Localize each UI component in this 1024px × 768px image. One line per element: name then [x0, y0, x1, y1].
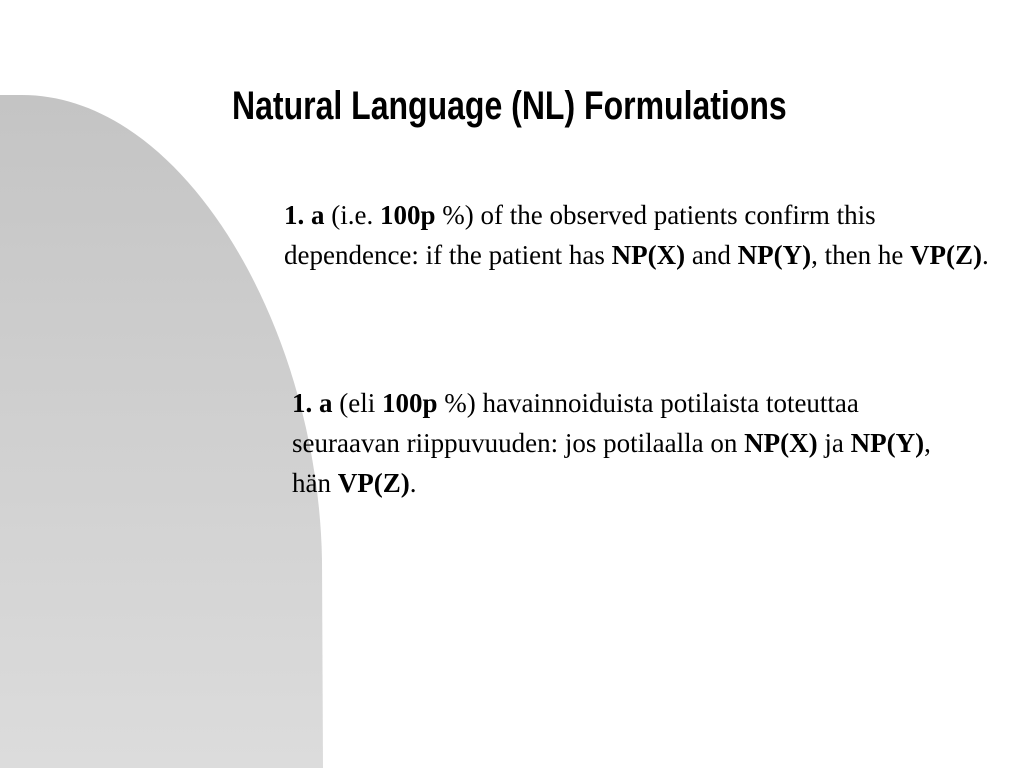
text-segment: and — [685, 240, 738, 270]
text-segment: (i.e. — [324, 200, 380, 230]
arc-fill — [0, 95, 323, 768]
vp-z-term: VP(Z) — [910, 240, 983, 270]
text-segment: . — [982, 240, 989, 270]
percent-value: 100p — [379, 200, 436, 230]
text-segment: . — [409, 468, 417, 498]
item-number: 1. a — [284, 200, 325, 230]
english-formulation — [284, 195, 1004, 275]
np-y-term: NP(Y) — [850, 428, 925, 458]
text-segment: %) havainnoiduista potilaista toteuttaa seuraavan riippuvuuden: jos potilaalla on — [292, 388, 859, 458]
slide-title: Natural Language (NL) Formulations — [232, 84, 787, 128]
np-x-term: NP(X) — [611, 240, 686, 270]
vp-z-term: VP(Z) — [337, 468, 410, 498]
text-segment: , then he — [811, 240, 911, 270]
text-segment: , hän — [292, 428, 931, 498]
item-number: 1. a — [292, 388, 333, 418]
text-segment: (eli — [332, 388, 382, 418]
np-x-term: NP(X) — [744, 428, 818, 458]
text-segment: ja — [817, 428, 851, 458]
np-y-term: NP(Y) — [737, 240, 812, 270]
finnish-formulation — [292, 383, 972, 503]
percent-value: 100p — [381, 388, 438, 418]
text-segment: %) of the observed patients confirm this dependence: if the patient has — [284, 200, 876, 270]
